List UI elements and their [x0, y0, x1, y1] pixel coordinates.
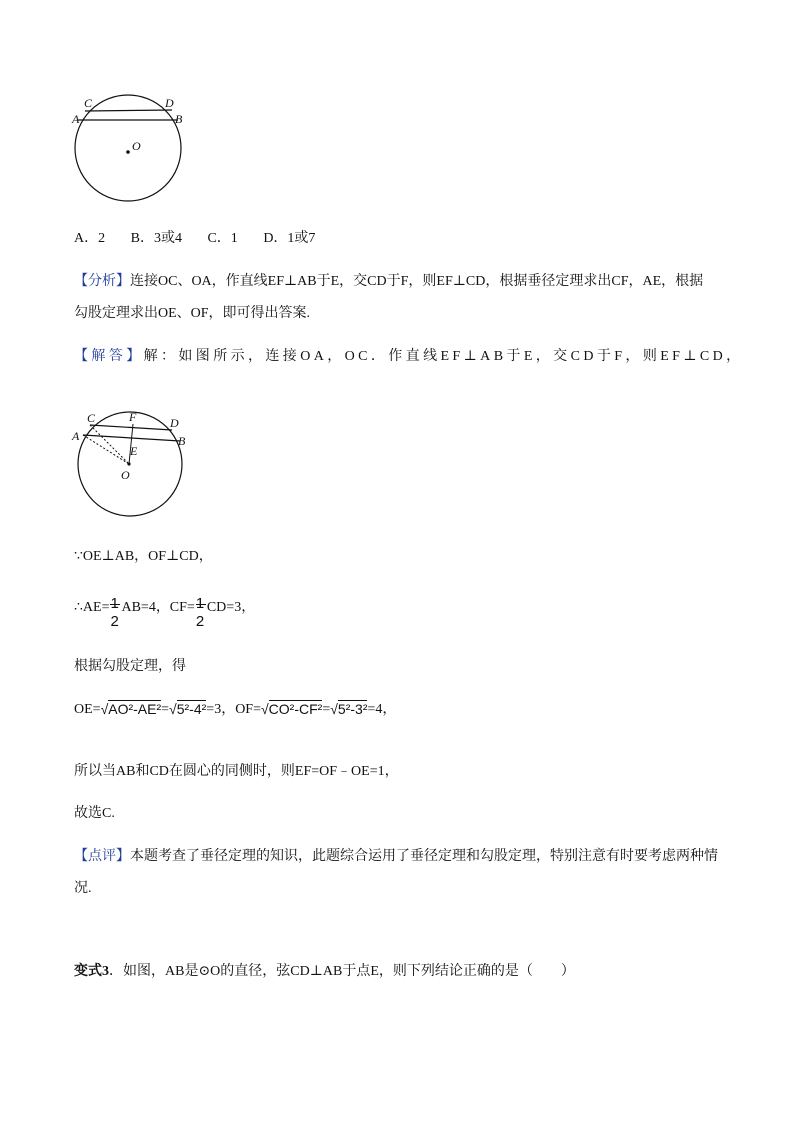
solution-tag: 【解答】: [74, 349, 144, 364]
center-point: [126, 150, 130, 154]
variant-text: 如图，AB是⊙O的直径，弦CD⊥AB于点E，则下列结论正确的是（ ）: [123, 964, 575, 979]
pythagoras-line: 根据勾股定理，得: [74, 659, 186, 674]
solution-text: 解：如图所示，连接OA，OC．作直线EF⊥AB于E，交CD于F，则EF⊥CD，: [143, 349, 744, 364]
cf-suffix: CD=3，: [206, 600, 256, 615]
comment-tag: 【点评】: [74, 849, 130, 864]
fraction-numerator: 1: [195, 594, 205, 612]
label-o: O: [132, 139, 141, 153]
comment-text-1: 本题考查了垂径定理的知识，此题综合运用了垂径定理和勾股定理，特别注意有时要考虑两种情: [130, 849, 718, 864]
ae-suffix: AB=4，CF=: [121, 600, 195, 615]
fraction-denominator: 2: [110, 612, 119, 630]
chord-cd: [90, 425, 172, 430]
option-c: C．1: [207, 231, 238, 246]
label-d: D: [170, 416, 179, 430]
figure-1-circle-diagram: [68, 92, 192, 204]
segment-oc: [90, 425, 129, 464]
analysis-text-1: 连接OC、OA，作直线EF⊥AB于E，交CD于F，则EF⊥CD，根据垂径定理求出CF，AE，根据: [130, 274, 704, 289]
therefore-line: [74, 588, 255, 628]
oe-of-line: OE=√AO²-AE²=√5²-4²=3，OF=√CO²-CF²=√5²-3²=4，: [74, 696, 396, 722]
because-line: ∵OE⊥AB，OF⊥CD，: [74, 549, 213, 564]
label-o: O: [121, 468, 130, 482]
conclusion-line: 所以当AB和CD在圆心的同侧时，则EF=OF﹣OE=1，: [74, 764, 399, 779]
label-a: A: [72, 112, 80, 126]
oe-result: =3，OF=: [206, 702, 261, 718]
answer-options: [74, 227, 315, 247]
label-b: B: [175, 112, 183, 126]
fraction-denominator: 2: [195, 612, 205, 630]
label-c: C: [84, 96, 93, 110]
center-point: [127, 462, 130, 465]
sqrt-co-cf: √CO²-CF²: [260, 701, 323, 717]
analysis-line-1: [74, 270, 703, 290]
solution-line: [74, 345, 744, 365]
oe-prefix: OE=: [74, 702, 101, 718]
variant-title: 变式3: [74, 964, 109, 979]
comment-line-1: [74, 845, 718, 865]
figure-2-circle-diagram: [68, 410, 198, 522]
label-d: D: [165, 96, 174, 110]
analysis-line-2: 勾股定理求出OE、OF，即可得出答案.: [74, 306, 311, 321]
segment-oa: [83, 435, 129, 464]
label-c: C: [87, 411, 96, 425]
label-f: F: [129, 410, 137, 424]
sqrt-5-4: √5²-4²: [169, 701, 207, 717]
sqrt-5-3: √5²-3²: [330, 701, 368, 717]
of-result: =4，: [367, 702, 397, 718]
label-a: A: [72, 429, 80, 443]
ae-prefix: ∴AE=: [74, 600, 110, 615]
option-d: D．1或7: [263, 231, 316, 246]
choose-line: 故选C.: [74, 806, 115, 821]
fraction-half: [195, 590, 206, 630]
fraction-numerator: 1: [110, 594, 119, 612]
label-b: B: [178, 434, 186, 448]
analysis-tag: 【分析】: [74, 274, 130, 289]
option-a: A．2: [74, 231, 106, 246]
sqrt-ao-ae: √AO²-AE²: [100, 701, 162, 717]
variant-heading: 变式3．如图，AB是⊙O的直径，弦CD⊥AB于点E，则下列结论正确的是（ ）: [74, 964, 575, 979]
chord-cd: [85, 110, 172, 111]
label-e: E: [130, 444, 138, 458]
comment-line-2: 况.: [74, 881, 92, 896]
option-b: B．3或4: [130, 231, 182, 246]
fraction-half: [110, 590, 120, 630]
